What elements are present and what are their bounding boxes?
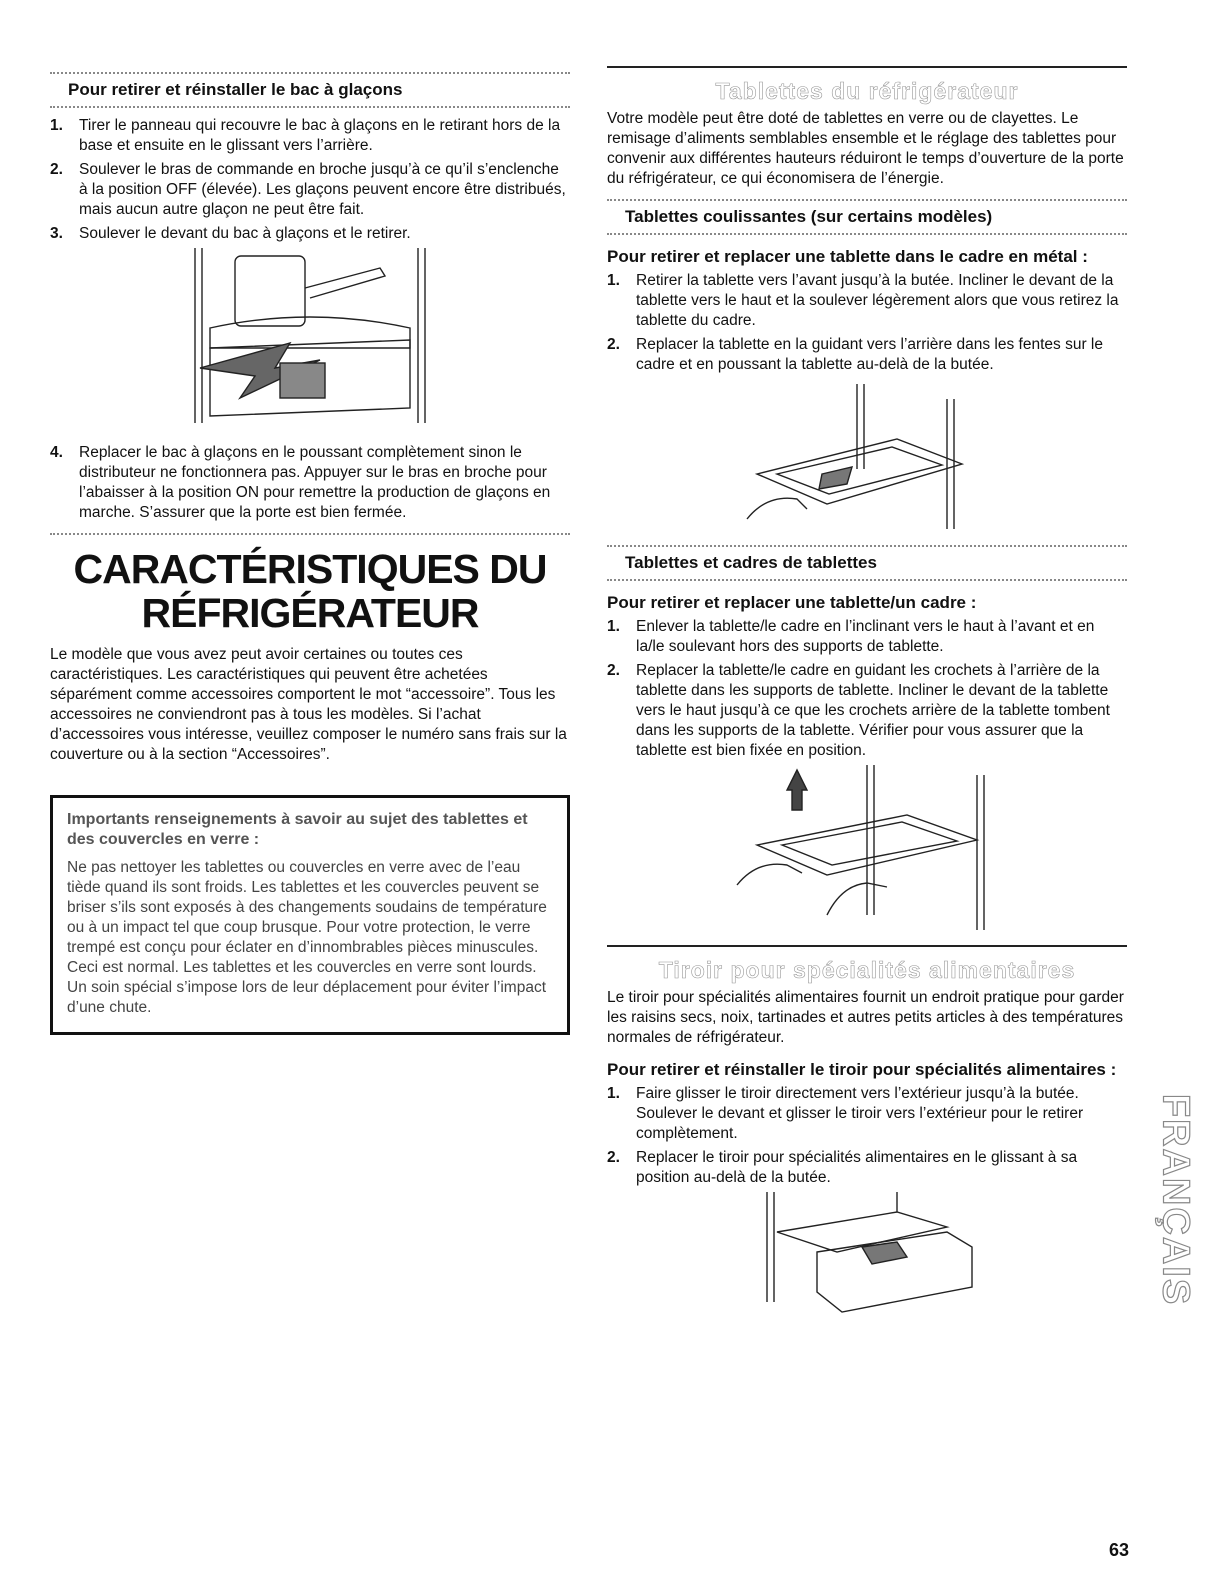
section-rule <box>50 72 570 74</box>
list-item: 2. Replacer la tablette en la guidant vers l’arrière dans les fentes sur le cadre et en poussant la tablette au-delà de la butée. <box>607 336 1103 373</box>
list-item: 2. Soulever le bras de commande en broche jusqu’à ce qu’il s’enclenche à la position OFF (élevée). Les glaçons peuvent encore être distribués, mais aucun autre glaçon ne peut être fait. <box>50 161 566 218</box>
section-rule <box>607 66 1127 68</box>
glass-info-text: Ne pas nettoyer les tablettes ou couvercles en verre avec de l’eau tiède quand ils sont froids. Les tablettes et les couvercles peuvent se briser s’ils sont exposés à des changements soudains de température ou à un impact tel que coup brusque. Pour votre protection, le verre trempé est conçu pour éclater en d’innombrables pièces minuscules. Ceci est normal. Les tablettes et les couvercles en verre sont lourds. Un soin spécial s’impose lors de leur déplacement pour éviter l’impact d’une chute. <box>67 859 547 1016</box>
section-rule <box>607 545 1127 547</box>
ice-bin-step4 <box>50 443 570 523</box>
drawer-intro: Le tiroir pour spécialités alimentaires fournit un endroit pratique pour garder les raisins secs, noix, tartinades et autres petits articles à des températures normales de réfrigérateur. <box>607 989 1124 1046</box>
frames-heading: Tablettes et cadres de tablettes <box>625 553 877 572</box>
list-item: 1. Enlever la tablette/le cadre en l’inclinant vers le haut à l’avant et en la/le soulevant hors des supports de tablette. <box>607 618 1095 655</box>
sliding-shelf-illustration <box>737 379 997 539</box>
section-rule <box>50 533 570 535</box>
shelves-intro: Votre modèle peut être doté de tablettes en verre ou de clayettes. Le remisage d’aliments semblables ensemble et le réglage des tablettes pour convenir aux différentes hauteurs réduiront le temps d’ouverture de la porte du réfrigérateur, ce qui économisera de l’énergie. <box>607 110 1124 187</box>
shelf-frame-illustration <box>727 765 1007 935</box>
section-rule <box>607 233 1127 235</box>
shelves-title: Tablettes du réfrigérateur <box>715 78 1019 104</box>
drawer-proc: Pour retirer et réinstaller le tiroir pour spécialités alimentaires : <box>607 1060 1117 1079</box>
glass-info-heading: Importants renseignements à savoir au sujet des tablettes et des couvercles en verre : <box>67 811 528 848</box>
sliding-steps <box>607 271 1127 375</box>
features-title: CARACTÉRISTIQUES DU RÉFRIGÉRATEUR <box>73 546 547 636</box>
drawer-title: Tiroir pour spécialités alimentaires <box>658 957 1076 983</box>
ice-bin-steps <box>50 116 570 244</box>
list-item: 4. Replacer le bac à glaçons en le poussant complètement sinon le distributeur ne fonctionnera pas. Appuyer sur le bras en broche pour l’abaisser à la position ON pour remettre la production de glaçons en marche. S’assurer que la porte est bien fermée. <box>50 444 551 521</box>
section-rule <box>607 945 1127 947</box>
frames-steps <box>607 617 1127 761</box>
sliding-heading: Tablettes coulissantes (sur certains modèles) <box>625 207 993 226</box>
glass-info-box <box>50 795 570 1035</box>
drawer-steps <box>607 1084 1127 1188</box>
list-item: 1. Faire glisser le tiroir directement vers l’extérieur jusqu’à la butée. Soulever le devant et glisser le tiroir vers l’extérieur pour le retirer complètement. <box>607 1085 1084 1142</box>
section-rule <box>607 579 1127 581</box>
list-item: 1. Retirer la tablette vers l’avant jusqu’à la butée. Incliner le devant de la tablette vers le haut et la soulever légèrement alors que vous retirez la tablette du cadre. <box>607 272 1119 329</box>
frames-proc: Pour retirer et replacer une tablette/un cadre : <box>607 593 977 612</box>
list-item: 1. Tirer le panneau qui recouvre le bac à glaçons en le retirant hors de la base et ensuite en le glissant vers l’arrière. <box>50 117 561 154</box>
ice-bin-heading: Pour retirer et réinstaller le bac à glaçons <box>68 80 403 99</box>
list-item: 2. Replacer le tiroir pour spécialités alimentaires en le glissant à sa position au-delà de la butée. <box>607 1149 1078 1186</box>
drawer-illustration <box>747 1192 987 1322</box>
right-column <box>607 60 1127 1322</box>
section-rule <box>607 199 1127 201</box>
language-side-tab: FRANÇAIS <box>1154 1093 1197 1307</box>
page-number: 63 <box>1108 1540 1129 1560</box>
ice-bin-illustration <box>180 248 440 433</box>
left-column <box>50 60 570 1035</box>
list-item: 3. Soulever le devant du bac à glaçons et le retirer. <box>50 225 411 242</box>
list-item: 2. Replacer la tablette/le cadre en guidant les crochets à l’arrière de la tablette dans les supports de tablette. Incliner le devant de la tablette vers le haut jusqu’à ce que les crochets arrière de la tablette tombent dans les supports de la tablette. Vérifier pour vous assurer que la tablette est bien fixée en position. <box>607 662 1110 759</box>
section-rule <box>50 106 570 108</box>
features-intro: Le modèle que vous avez peut avoir certaines ou toutes ces caractéristiques. Les caractéristiques qui peuvent être achetées séparément comme accessoires comportent le mot “accessoire”. Tous les accessoires ne conviendront pas à tous les modèles. Si l’achat d’accessoires vous intéresse, veuillez composer le numéro sans frais sur la couverture ou à la section “Accessoires”. <box>50 646 567 763</box>
sliding-proc: Pour retirer et replacer une tablette dans le cadre en métal : <box>607 247 1088 266</box>
